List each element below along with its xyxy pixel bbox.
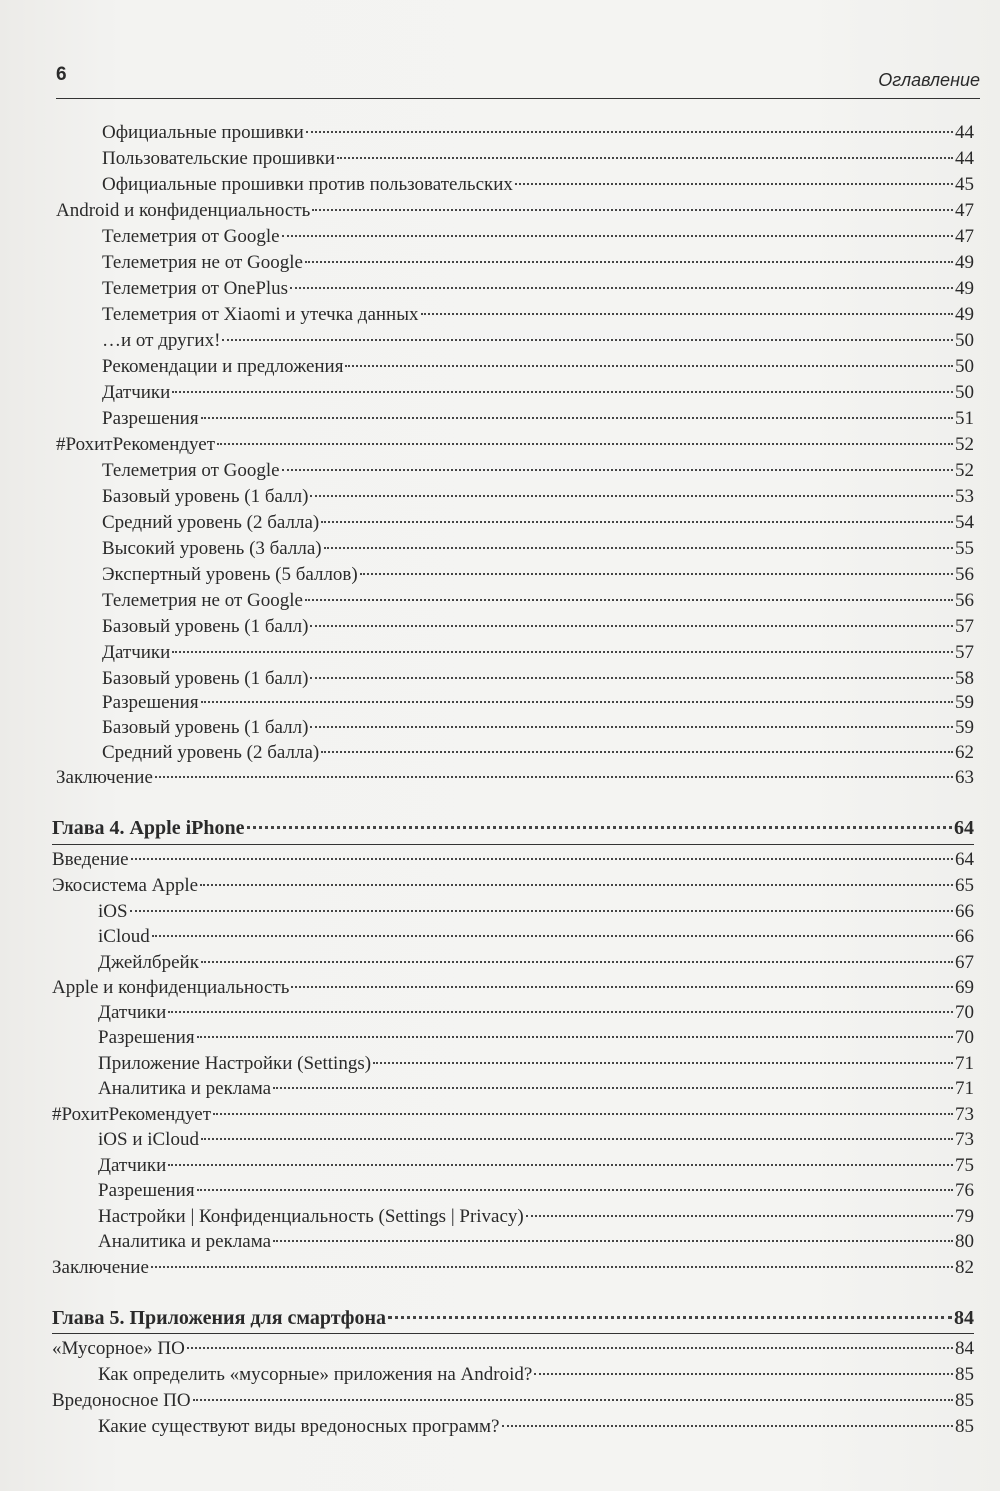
- chapter-heading: Глава 5. Приложения для смартфона 84: [52, 1307, 974, 1329]
- toc-entry: Разрешения 70: [98, 1027, 974, 1048]
- toc-entry: Базовый уровень (1 балл) 59: [102, 717, 974, 738]
- toc-entry: Как определить «мусорные» приложения на Android? 85: [98, 1364, 974, 1385]
- toc-entry: Пользовательские прошивки 44: [102, 148, 974, 169]
- toc-entry: Телеметрия не от Google 56: [102, 590, 974, 611]
- page-number: 6: [56, 64, 67, 85]
- toc-entry: Разрешения 51: [102, 408, 974, 429]
- toc-entry: Датчики 70: [98, 1002, 974, 1023]
- toc-entry: Android и конфиденциальность 47: [56, 200, 974, 221]
- toc-entry: Apple и конфиденциальность 69: [52, 977, 974, 998]
- toc-entry: Базовый уровень (1 балл) 58: [102, 668, 974, 689]
- running-title: Оглавление: [878, 70, 980, 90]
- toc-entry: Экосистема Apple 65: [52, 875, 974, 896]
- toc-entry: Рекомендации и предложения 50: [102, 356, 974, 377]
- toc-entry: Датчики 50: [102, 382, 974, 403]
- toc-entry: Введение 64: [52, 849, 974, 870]
- toc-entry: Базовый уровень (1 балл) 53: [102, 486, 974, 507]
- toc-entry: Телеметрия от Google 47: [102, 226, 974, 247]
- chapter-rule: [52, 1333, 974, 1334]
- toc-entry: iCloud 66: [98, 926, 974, 947]
- toc-entry: Приложение Настройки (Settings) 71: [98, 1053, 974, 1074]
- toc-entry: Официальные прошивки против пользовательских 45: [102, 174, 974, 195]
- toc-entry: #РохитРекомендует 73: [52, 1104, 974, 1125]
- toc-entry: Разрешения 59: [102, 692, 974, 713]
- toc-entry: Телеметрия от OnePlus 49: [102, 278, 974, 299]
- toc-entry: iOS и iCloud 73: [98, 1129, 974, 1150]
- toc-entry: Заключение 63: [56, 767, 974, 788]
- toc-entry: Базовый уровень (1 балл) 57: [102, 616, 974, 637]
- toc-entry: Высокий уровень (3 балла) 55: [102, 538, 974, 559]
- toc-entry: Разрешения 76: [98, 1180, 974, 1201]
- toc-entry: Экспертный уровень (5 баллов) 56: [102, 564, 974, 585]
- toc-entry: #РохитРекомендует 52: [56, 434, 974, 455]
- toc-entry: Официальные прошивки 44: [102, 122, 974, 143]
- toc-entry: Телеметрия от Google 52: [102, 460, 974, 481]
- toc-entry: Средний уровень (2 балла) 62: [102, 742, 974, 763]
- toc-entry: Аналитика и реклама 80: [98, 1231, 974, 1252]
- toc-entry: Датчики 75: [98, 1155, 974, 1176]
- toc-entry: iOS 66: [98, 901, 974, 922]
- toc-entry: Датчики 57: [102, 642, 974, 663]
- toc-entry: Телеметрия от Xiaomi и утечка данных 49: [102, 304, 974, 325]
- chapter-rule: [52, 844, 974, 845]
- toc-entry: …и от других! 50: [102, 330, 974, 351]
- toc-entry: Джейлбрейк 67: [98, 952, 974, 973]
- toc-entry: Настройки | Конфиденциальность (Settings | Privacy) 79: [98, 1206, 974, 1227]
- toc-entry: Какие существуют виды вредоносных программ? 85: [98, 1416, 974, 1437]
- toc-entry: Заключение 82: [52, 1257, 974, 1278]
- toc-entry: Вредоносное ПО 85: [52, 1390, 974, 1411]
- toc-entry: «Мусорное» ПО 84: [52, 1338, 974, 1359]
- toc-entry: Телеметрия не от Google 49: [102, 252, 974, 273]
- toc-entry: Средний уровень (2 балла) 54: [102, 512, 974, 533]
- chapter-heading: Глава 4. Apple iPhone 64: [52, 817, 974, 839]
- toc-entry: Аналитика и реклама 71: [98, 1078, 974, 1099]
